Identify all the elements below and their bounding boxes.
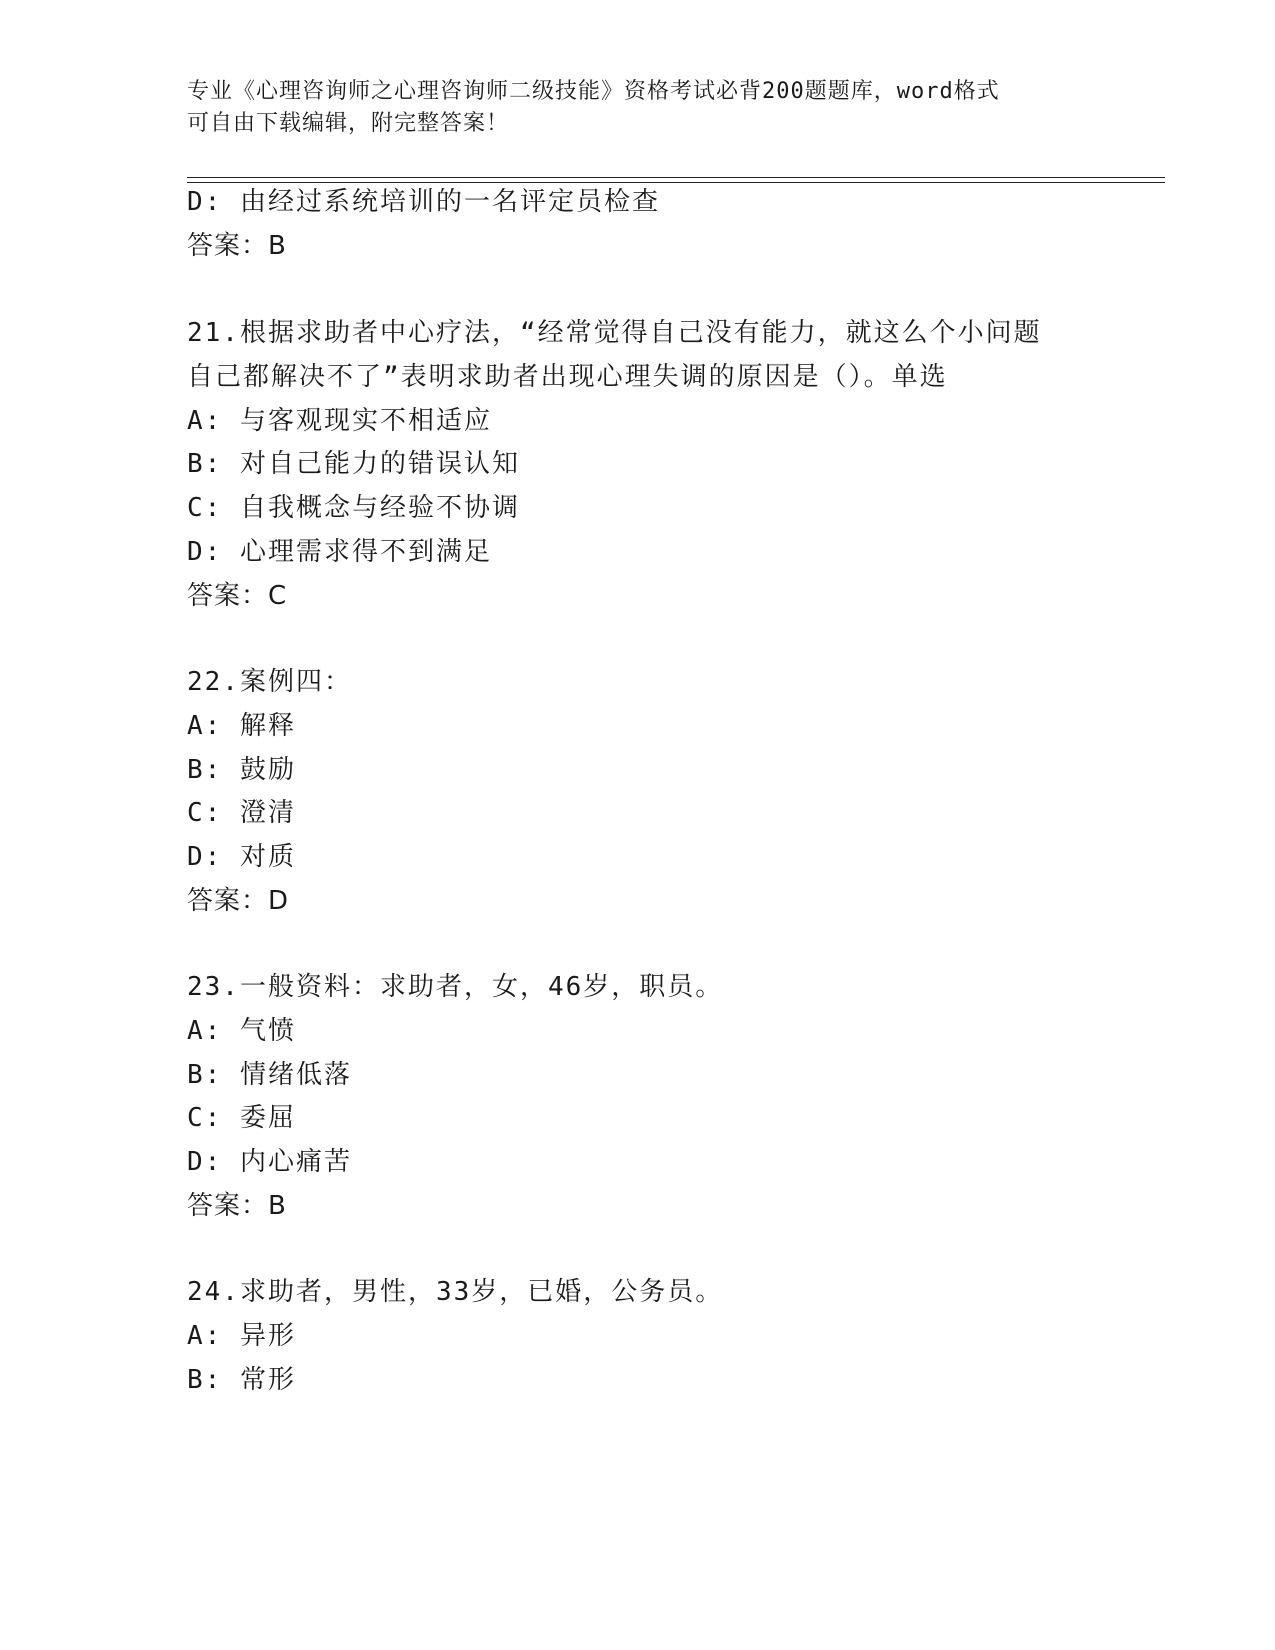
q23-stem-line-1: 23.一般资料：求助者，女，46岁，职员。 bbox=[187, 972, 724, 1002]
q24-stem-line-1: 24.求助者，男性，33岁，已婚，公务员。 bbox=[187, 1277, 724, 1307]
q21-option-a: A: 与客观现实不相适应 bbox=[187, 406, 492, 436]
q22-stem-line-1: 22.案例四： bbox=[187, 667, 352, 697]
header-line-2: 可自由下载编辑，附完整答案！ bbox=[187, 111, 510, 136]
prev-answer: 答案：B bbox=[187, 231, 287, 261]
q24-option-b: B: 常形 bbox=[187, 1365, 296, 1395]
q21-stem-line-2: 自己都解决不了”表明求助者出现心理失调的原因是（）。单选 bbox=[187, 362, 948, 392]
q21-option-d: D: 心理需求得不到满足 bbox=[187, 537, 492, 567]
q22-option-b: B: 鼓励 bbox=[187, 755, 296, 785]
q23-option-c: C: 委屈 bbox=[187, 1103, 296, 1133]
q24-option-a: A: 异形 bbox=[187, 1321, 296, 1351]
q21-option-b: B: 对自己能力的错误认知 bbox=[187, 449, 520, 479]
q23-option-d: D: 内心痛苦 bbox=[187, 1147, 352, 1177]
q23-option-a: A: 气愤 bbox=[187, 1016, 296, 1046]
q21-stem-line-1: 21.根据求助者中心疗法，“经常觉得自己没有能力，就这么个小问题 bbox=[187, 318, 1042, 348]
header-divider-bottom bbox=[187, 182, 1165, 183]
q22-option-a: A: 解释 bbox=[187, 711, 296, 741]
q21-option-c: C: 自我概念与经验不协调 bbox=[187, 493, 520, 523]
q23-answer: 答案：B bbox=[187, 1191, 287, 1221]
q22-option-d: D: 对质 bbox=[187, 842, 296, 872]
prev-option-d: D: 由经过系统培训的一名评定员检查 bbox=[187, 187, 660, 217]
q22-answer: 答案：D bbox=[187, 886, 290, 916]
header-divider-top bbox=[187, 177, 1165, 178]
q23-option-b: B: 情绪低落 bbox=[187, 1060, 352, 1090]
q22-option-c: C: 澄清 bbox=[187, 798, 296, 828]
document-header bbox=[187, 76, 1087, 140]
header-line-1: 专业《心理咨询师之心理咨询师二级技能》资格考试必背200题题库，word格式 bbox=[187, 79, 1000, 104]
q21-answer: 答案：C bbox=[187, 581, 288, 611]
